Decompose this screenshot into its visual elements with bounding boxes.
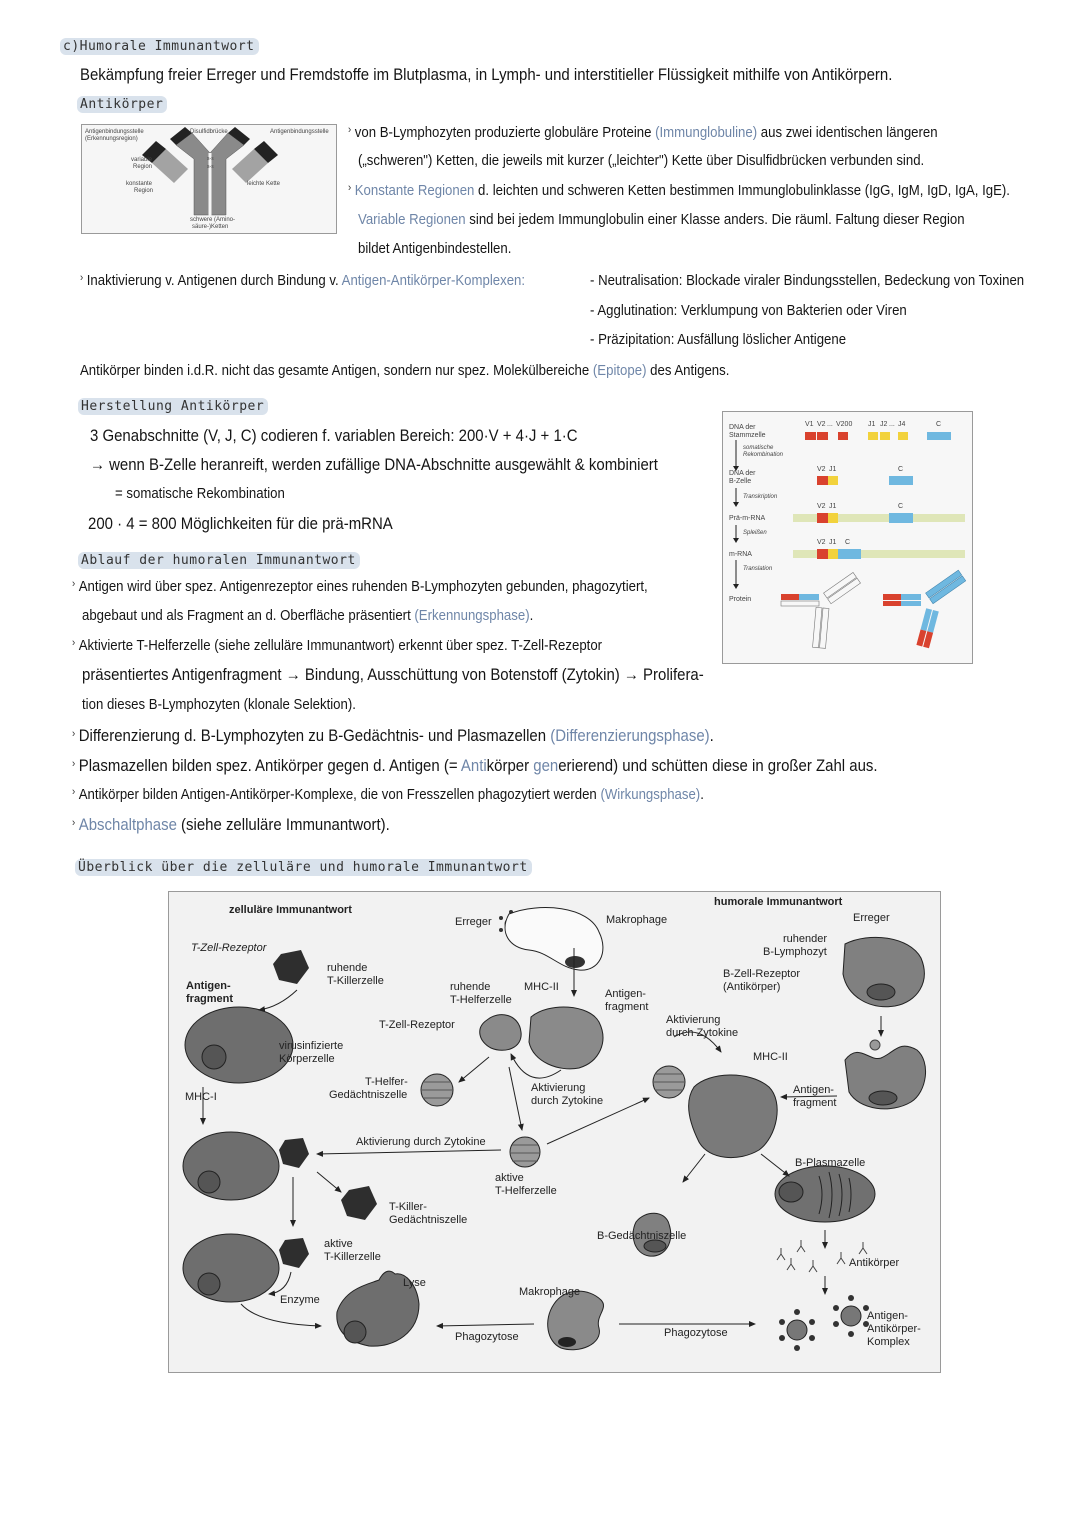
- gene-label: V2: [817, 503, 826, 510]
- label-antigen-fragment: fragment: [793, 1097, 837, 1109]
- label-heavy-2: säure-)Ketten: [192, 224, 229, 230]
- ablauf-bullet: › Abschaltphase (siehe zelluläre Immunantwort).: [72, 815, 390, 834]
- label-lyse: Lyse: [403, 1277, 426, 1289]
- gene-label: C: [845, 539, 851, 546]
- gene-label: V200: [836, 421, 853, 428]
- gene-label: J2: [880, 421, 888, 428]
- label-antigen-fragment: fragment: [186, 993, 234, 1005]
- label-variable-1: variable: [131, 157, 153, 163]
- label-antibody: Antikörper: [849, 1257, 900, 1269]
- label-constant-2: Region: [134, 188, 154, 194]
- herstellung-line: → wenn B-Zelle heranreift, werden zufällige DNA-Abschnitte ausgewählt & kombiniert: [90, 455, 658, 474]
- ablauf-bullet: › Antikörper bilden Antigen-Antikörper-Komplexe, die von Fresszellen phagozytiert werden (Wirkungsphase).: [72, 786, 704, 803]
- gene-label: V1: [805, 421, 814, 428]
- row-label: DNA der: [729, 424, 756, 431]
- immune-response-overview-diagram: [168, 891, 941, 1373]
- label-active-tkiller: aktive: [324, 1238, 353, 1250]
- step-label: Transkription: [743, 494, 778, 500]
- label-variable-2: Region: [133, 164, 153, 170]
- antibody-structure-diagram: [81, 124, 337, 234]
- label-phagocytosis: Phagozytose: [455, 1331, 519, 1343]
- label-erreger: Erreger: [455, 916, 492, 928]
- label-enzyme: Enzyme: [280, 1294, 320, 1306]
- label-disulfide: Disulfidbrücke: [190, 129, 228, 135]
- label-t-cell-receptor: T-Zell-Rezeptor: [191, 942, 267, 954]
- label-humoral: humorale Immunantwort: [714, 896, 843, 908]
- inactivation-item: - Agglutination: Verklumpung von Bakterien oder Viren: [590, 302, 907, 319]
- ablauf-line: tion dieses B-Lymphozyten (klonale Selektion).: [82, 696, 356, 713]
- gene-recombination-diagram: [722, 411, 973, 664]
- intro-text: Bekämpfung freier Erreger und Fremdstoffe im Blutplasma, in Lymph- und interstitieller Flüssigkeit mithilfe von Antikörpern.: [80, 65, 893, 84]
- row-label: Prä-m-RNA: [729, 515, 766, 522]
- label-activation: durch Zytokine: [666, 1027, 739, 1039]
- step-label: Spleißen: [743, 530, 767, 536]
- label-antigen-fragment: Antigen-: [793, 1084, 834, 1096]
- label-makrophage: Makrophage: [606, 914, 668, 926]
- label-b-plasma: B-Plasmazelle: [795, 1157, 866, 1169]
- label-resting-b: B-Lymphozyt: [763, 946, 827, 958]
- gene-label: V2: [817, 421, 826, 428]
- label-activation: durch Zytokine: [531, 1095, 604, 1107]
- row-label: B-Zelle: [729, 478, 752, 485]
- herstellung-heading: Herstellung Antikörper: [78, 398, 268, 415]
- label-mhc2: MHC-II: [524, 981, 559, 993]
- ablauf-line: präsentiertes Antigenfragment → Bindung, Ausschüttung von Botenstoff (Zytokin) → Prolifera-: [82, 665, 704, 684]
- label-makrophage: Makrophage: [519, 1286, 581, 1298]
- gene-label: ...: [889, 421, 895, 428]
- gene-label: J1: [868, 421, 876, 428]
- label-active-thelper: aktive: [495, 1172, 524, 1184]
- label-antigen-binding-left: Antigenbindungsstelle: [85, 129, 144, 135]
- ablauf-heading: Ablauf der humoralen Immunantwort: [78, 552, 360, 569]
- note-line: bildet Antigenbindestellen.: [358, 240, 512, 257]
- label-antigen-fragment: Antigen-: [605, 988, 646, 1000]
- label-b-cell-receptor: B-Zell-Rezeptor: [723, 968, 801, 980]
- label-infected-cell: Körperzelle: [279, 1053, 335, 1065]
- label-cellular: zelluläre Immunantwort: [229, 904, 352, 916]
- label-tkiller-memory: Gedächtniszelle: [389, 1214, 468, 1226]
- gene-label: C: [898, 503, 904, 510]
- step-label: somatische: [743, 445, 774, 451]
- label-erreger: Erreger: [853, 912, 890, 924]
- label-thelper-memory: T-Helfer-: [365, 1076, 408, 1088]
- label-activation: Aktivierung: [666, 1014, 721, 1026]
- note-line: › von B-Lymphozyten produzierte globuläre Proteine (Immunglobuline) aus zwei identischen längeren: [348, 124, 938, 141]
- gene-label: V2: [817, 539, 826, 546]
- row-label: Stammzelle: [729, 432, 766, 439]
- label-activation: Aktivierung: [531, 1082, 586, 1094]
- label-resting-tkiller: T-Killerzelle: [327, 975, 384, 987]
- antikoerper-heading: Antikörper: [77, 96, 167, 113]
- ablauf-bullet: › Antigen wird über spez. Antigenrezeptor eines ruhenden B-Lymphozyten gebunden, phagozytiert,: [72, 578, 648, 595]
- section-heading: c)Humorale Immunantwort: [60, 38, 259, 55]
- gene-label: J1: [829, 503, 837, 510]
- gene-label: J4: [898, 421, 906, 428]
- gene-label: ...: [827, 421, 833, 428]
- label-b-cell-receptor: (Antikörper): [723, 981, 781, 993]
- label-phagocytosis: Phagozytose: [664, 1327, 728, 1339]
- label-resting-thelper: ruhende: [450, 981, 491, 993]
- label-recognition-region: (Erkennungsregion): [85, 136, 138, 142]
- gene-label: V2: [817, 466, 826, 473]
- epitope-note: Antikörper binden i.d.R. nicht das gesamte Antigen, sondern nur spez. Molekülbereiche (Epitope) des Antigens.: [80, 362, 730, 379]
- label-tkiller-memory: T-Killer-: [389, 1201, 427, 1213]
- label-active-thelper: T-Helferzelle: [495, 1185, 557, 1197]
- label-complex: Antikörper-: [867, 1323, 921, 1335]
- label-t-cell-receptor: T-Zell-Rezeptor: [379, 1019, 455, 1031]
- label-heavy-1: schwere (Amino-: [190, 217, 236, 223]
- row-label: m-RNA: [729, 551, 752, 558]
- herstellung-line: 200 · 4 = 800 Möglichkeiten für die prä-mRNA: [88, 514, 393, 533]
- gene-label: C: [936, 421, 942, 428]
- ablauf-bullet: › Differenzierung d. B-Lymphozyten zu B-Gedächtnis- und Plasmazellen (Differenzierungsphase).: [72, 726, 714, 745]
- note-line: Variable Regionen sind bei jedem Immunglobulin einer Klasse anders. Die räuml. Faltung dieser Region: [358, 211, 965, 228]
- label-infected-cell: virusinfizierte: [279, 1040, 344, 1052]
- inactivation-line: › Inaktivierung v. Antigenen durch Bindung v. Antigen-Antikörper-Komplexen:: [80, 272, 526, 289]
- inactivation-item: - Präzipitation: Ausfällung löslicher Antigene: [590, 331, 847, 348]
- label-mhc1: MHC-I: [185, 1091, 217, 1103]
- note-line: › Konstante Regionen d. leichten und schweren Ketten bestimmen Immunglobulinklasse (IgG, IgM, IgD, IgA, IgE).: [348, 182, 1010, 199]
- label-ss-1: s-s: [207, 156, 214, 162]
- label-antigen-fragment: fragment: [605, 1001, 649, 1013]
- row-label: DNA der: [729, 470, 756, 477]
- label-resting-b: ruhender: [783, 933, 828, 945]
- label-b-memory: B-Gedächtniszelle: [597, 1230, 687, 1242]
- label-resting-thelper: T-Helferzelle: [450, 994, 512, 1006]
- gene-label: J1: [829, 539, 837, 546]
- label-activation-long: Aktivierung durch Zytokine: [356, 1136, 486, 1148]
- ablauf-bullet: › Plasmazellen bilden spez. Antikörper gegen d. Antigen (= Antikörper generierend) und schütten diese in großer Zahl aus.: [72, 756, 878, 775]
- gene-label: J1: [829, 466, 837, 473]
- note-line: („schweren") Ketten, die jeweils mit kurzer („leichter") Kette über Disulfidbrücken verbunden sind.: [358, 152, 925, 169]
- label-ss-2: s-s: [207, 164, 214, 170]
- herstellung-line: 3 Genabschnitte (V, J, C) codieren f. variablen Bereich: 200·V + 4·J + 1·C: [90, 426, 578, 445]
- step-label: Rekombination: [743, 452, 784, 458]
- ablauf-bullet: › Aktivierte T-Helferzelle (siehe zelluläre Immunantwort) erkennt über spez. T-Zell-Rezeptor: [72, 637, 603, 654]
- row-label: Protein: [729, 596, 752, 603]
- label-active-tkiller: T-Killerzelle: [324, 1251, 381, 1263]
- gene-label: C: [898, 466, 904, 473]
- label-antigen-binding-right: Antigenbindungsstelle: [270, 129, 329, 135]
- label-complex: Komplex: [867, 1336, 910, 1348]
- ablauf-line: abgebaut und als Fragment an d. Oberfläche präsentiert (Erkennungsphase).: [82, 607, 534, 624]
- label-thelper-memory: Gedächtniszelle: [329, 1089, 408, 1101]
- label-mhc2: MHC-II: [753, 1051, 788, 1063]
- herstellung-line: = somatische Rekombination: [115, 485, 285, 502]
- label-resting-tkiller: ruhende: [327, 962, 368, 974]
- ueberblick-heading: Überblick über die zelluläre und humorale Immunantwort: [75, 859, 532, 876]
- step-label: Translation: [743, 566, 773, 572]
- label-antigen-fragment: Antigen-: [186, 980, 231, 992]
- label-constant-1: konstante: [126, 181, 153, 187]
- inactivation-item: - Neutralisation: Blockade viraler Bindungsstellen, Bedeckung von Toxinen: [590, 272, 1025, 289]
- label-light-chain: leichte Kette: [247, 181, 281, 187]
- label-complex: Antigen-: [867, 1310, 908, 1322]
